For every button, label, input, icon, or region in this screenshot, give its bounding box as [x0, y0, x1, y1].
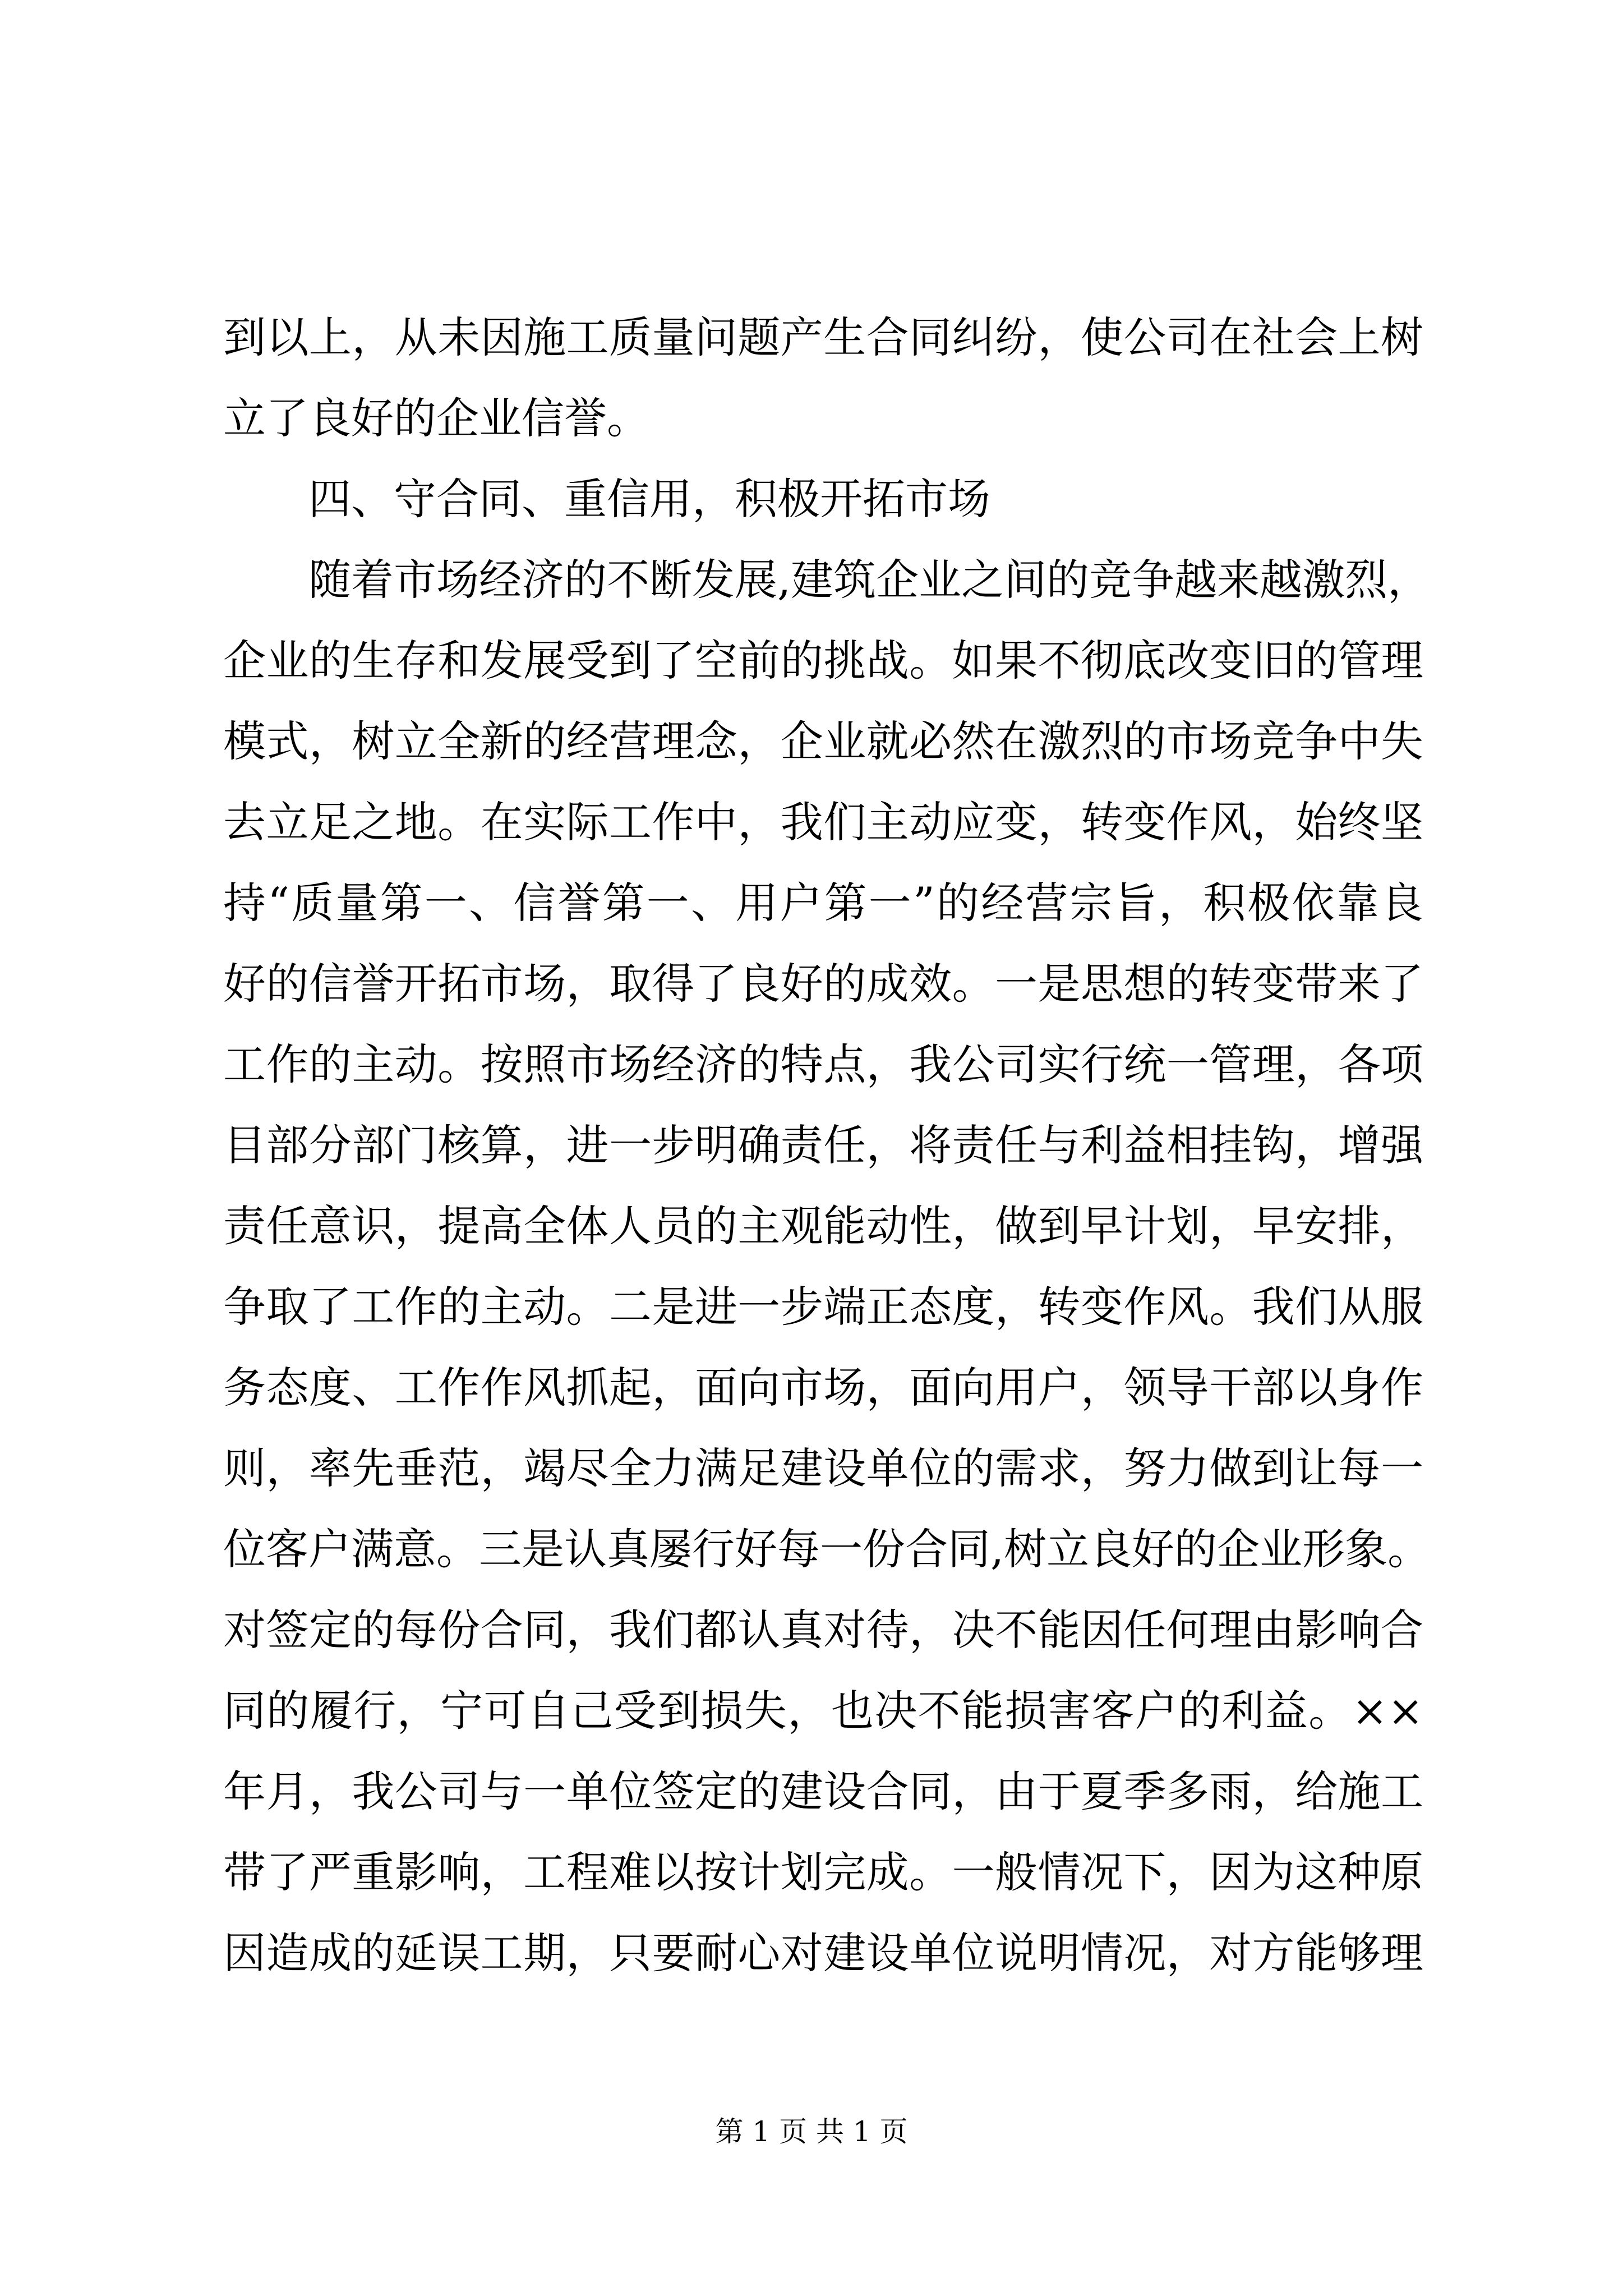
- text-line: 带了严重影响，工程难以按计划完成。一般情况下，因为这种原: [223, 1847, 1423, 1897]
- text-line: 责任意识，提高全体人员的主观能动性，做到早计划，早安排，: [223, 1201, 1423, 1251]
- text-line: 随着市场经济的不断发展,建筑企业之间的竞争越来越激烈，: [308, 555, 1431, 605]
- text-line: 工作的主动。按照市场经济的特点，我公司实行统一管理，各项: [223, 1039, 1423, 1089]
- text-line: 好的信誉开拓市场，取得了良好的成效。一是思想的转变带来了: [223, 959, 1423, 1009]
- text-line: 模式，树立全新的经营理念，企业就必然在激烈的市场竞争中失: [223, 716, 1423, 766]
- text-line: 去立足之地。在实际工作中，我们主动应变，转变作风，始终坚: [223, 797, 1423, 847]
- text-line: 因造成的延误工期，只要耐心对建设单位说明情况，对方能够理: [223, 1928, 1423, 1978]
- page-number-footer: 第 1 页 共 1 页: [715, 2115, 908, 2148]
- text-line: 位客户满意。三是认真屡行好每一份合同,树立良好的企业形象。: [223, 1524, 1431, 1574]
- text-line: 立了良好的企业信誉。: [223, 393, 649, 443]
- text-line: 企业的生存和发展受到了空前的挑战。如果不彻底改变旧的管理: [223, 636, 1423, 685]
- text-line: 同的履行，宁可自己受到损失，也决不能损害客户的利益。××: [223, 1686, 1423, 1736]
- text-line: 持“质量第一、信誉第一、用户第一”的经营宗旨，积极依靠良: [223, 878, 1423, 928]
- document-body: [223, 297, 1431, 1994]
- text-line: 年月，我公司与一单位签定的建设合同，由于夏季多雨，给施工: [223, 1766, 1423, 1816]
- text-line: 则，率先垂范，竭尽全力满足建设单位的需求，努力做到让每一: [223, 1443, 1423, 1493]
- text-line: 到以上，从未因施工质量问题产生合同纠纷，使公司在社会上树: [223, 312, 1423, 362]
- text-line: 对签定的每份合同，我们都认真对待，决不能因任何理由影响合: [223, 1605, 1423, 1655]
- text-line: 务态度、工作作风抓起，面向市场，面向用户，领导干部以身作: [223, 1363, 1423, 1412]
- section-heading: 四、守合同、重信用，积极开拓市场: [308, 474, 990, 524]
- text-line: 目部分部门核算，进一步明确责任，将责任与利益相挂钩，增强: [223, 1120, 1423, 1170]
- text-line: 争取了工作的主动。二是进一步端正态度，转变作风。我们从服: [223, 1282, 1423, 1332]
